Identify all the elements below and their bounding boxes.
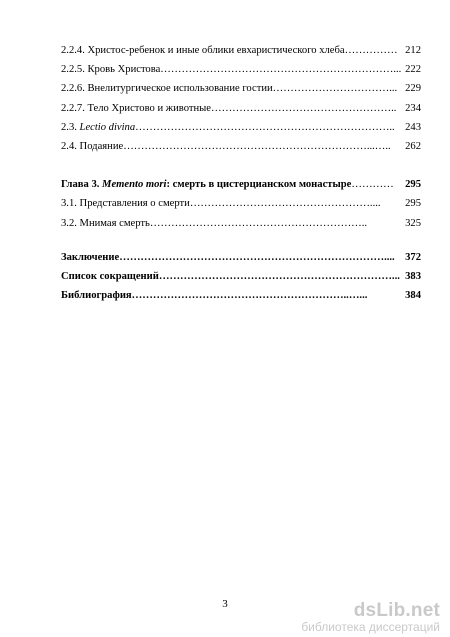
toc-page-number: 234 bbox=[405, 102, 421, 114]
toc-leader-dots: …………………………………………………….. bbox=[149, 217, 368, 229]
toc-page-number: 222 bbox=[405, 64, 421, 76]
toc-leader-dots: ……………………………………………………………...….. bbox=[123, 140, 391, 152]
toc-page-number: 383 bbox=[405, 270, 421, 282]
toc-final-entry[interactable] bbox=[61, 286, 421, 305]
toc-page-number: 325 bbox=[405, 217, 421, 229]
toc-entry-title: 2.2.7. Тело Христово и животные bbox=[61, 102, 211, 114]
toc-entry[interactable] bbox=[61, 99, 421, 118]
toc-entry-title: 2.2.4. Христос-ребенок и иные облики евхаристического хлеба bbox=[61, 45, 345, 56]
toc-leader-dots: …………………………………………….. bbox=[210, 102, 397, 114]
toc-entry-title bbox=[61, 118, 135, 137]
toc-leader-dots: ……………………………………………………..…... bbox=[131, 290, 368, 302]
toc-entry[interactable] bbox=[61, 137, 421, 156]
toc-entry[interactable] bbox=[61, 194, 421, 213]
watermark-subtitle: библиотека диссертаций bbox=[301, 620, 440, 634]
toc-leader-dots: ……………………………………………………………….. bbox=[135, 121, 395, 133]
toc-entry-number: 2.3. bbox=[61, 121, 80, 133]
toc-entry[interactable] bbox=[61, 118, 421, 137]
toc-entry-title: Библиография bbox=[61, 290, 132, 302]
table-of-contents bbox=[61, 41, 421, 305]
watermark bbox=[301, 601, 440, 633]
toc-page-number: 295 bbox=[405, 179, 421, 191]
toc-page-number: 384 bbox=[405, 290, 421, 302]
toc-final-entry[interactable] bbox=[61, 267, 421, 286]
toc-page-number: 212 bbox=[405, 45, 421, 56]
toc-leader-dots: …………………………………………………………... bbox=[160, 64, 402, 76]
spacer bbox=[61, 156, 421, 175]
toc-entry[interactable] bbox=[61, 60, 421, 79]
toc-leader-dots: ………………………………………………………………….... bbox=[119, 251, 395, 263]
toc-chapter-entry[interactable] bbox=[61, 175, 421, 194]
toc-entry[interactable] bbox=[61, 41, 421, 60]
toc-entry-title: 2.4. Подаяние bbox=[61, 140, 124, 152]
toc-chapter-title bbox=[61, 175, 351, 194]
toc-page-number: 372 bbox=[405, 251, 421, 263]
chapter-prefix: Глава 3. bbox=[61, 179, 103, 191]
page-number: 3 bbox=[222, 598, 228, 610]
watermark-logo: dsLib.net bbox=[353, 600, 440, 621]
toc-leader-dots: …………………………………………….... bbox=[189, 198, 381, 210]
toc-leader-dots: ……………………………... bbox=[272, 83, 398, 95]
toc-page-number: 262 bbox=[405, 140, 421, 152]
spacer bbox=[61, 233, 421, 248]
toc-entry-italic-title: Lectio divina bbox=[79, 121, 136, 133]
toc-page-number: 295 bbox=[405, 198, 421, 210]
toc-leader-dots: ………… bbox=[351, 179, 394, 191]
chapter-suffix: : смерть в цистерцианском монастыре bbox=[166, 179, 352, 191]
toc-leader-dots: …………… bbox=[344, 45, 398, 56]
toc-page-number: 243 bbox=[405, 121, 421, 133]
toc-page-number: 229 bbox=[405, 83, 421, 95]
toc-final-entry[interactable] bbox=[61, 248, 421, 267]
toc-entry-title: 3.2. Мнимая смерть bbox=[61, 217, 150, 229]
toc-entry-title: Заключение bbox=[61, 251, 120, 263]
toc-entry-title: 3.1. Представления о смерти bbox=[61, 198, 190, 210]
toc-entry-title: 2.2.6. Внелитургическое использование гостии bbox=[61, 83, 273, 95]
toc-entry-title: 2.2.5. Кровь Христова bbox=[61, 64, 161, 76]
toc-leader-dots: …………………………………………………………... bbox=[158, 270, 400, 282]
chapter-italic-title: Memento mori bbox=[102, 179, 167, 191]
toc-entry-title: Список сокращений bbox=[61, 270, 159, 282]
toc-entry[interactable] bbox=[61, 214, 421, 233]
toc-entry[interactable] bbox=[61, 79, 421, 98]
